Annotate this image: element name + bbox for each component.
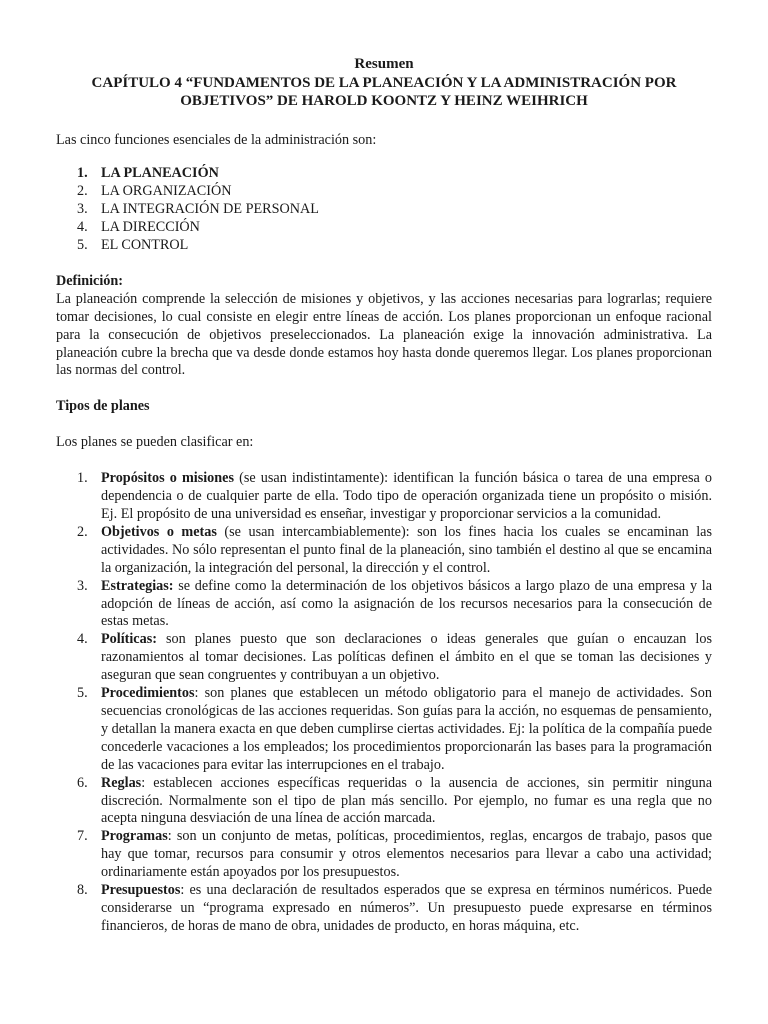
function-number: 4. <box>77 219 88 236</box>
definition-paragraph: La planeación comprende la selección de misiones y objetivos, y las acciones necesarias para lograrlas; requiere tomar decisiones, lo cual consiste en elegir entre líneas de acción. Los planes proporcionan un enfoque racional para la consecución de objetivos preseleccionados. La planeación exige la innovación administrativa. La planeación cubre la brecha que va desde donde estamos hoy hasta donde queremos llegar. Los planes proporcionan las normas del control. <box>56 290 712 379</box>
plan-type-number: 8. <box>77 882 88 899</box>
function-item <box>56 219 712 237</box>
plan-types-heading: Tipos de planes <box>56 398 150 415</box>
plan-types-list <box>56 470 712 936</box>
plan-type-number: 2. <box>77 523 88 540</box>
function-number: 3. <box>77 201 88 218</box>
plan-type-item <box>56 882 712 936</box>
intro-paragraph: Las cinco funciones esenciales de la administración son: <box>56 131 377 148</box>
plan-type-term: Presupuestos <box>101 882 181 899</box>
plan-types-intro: Los planes se pueden clasificar en: <box>56 434 254 451</box>
function-item <box>56 201 712 219</box>
plan-type-term: Propósitos o misiones <box>101 470 234 487</box>
chapter-title-line-1: CAPÍTULO 4 “FUNDAMENTOS DE LA PLANEACIÓN Y LA ADMINISTRACIÓN POR <box>91 74 677 91</box>
plan-type-term: Reglas <box>101 774 142 791</box>
plan-type-number: 7. <box>77 828 88 845</box>
plan-type-number: 5. <box>77 685 88 702</box>
plan-type-item <box>56 828 712 882</box>
plan-type-description: (se usan indistintamente): identifican la función básica o tarea de una empresa o dependencia o de cualquier parte de ella. Todo tipo de operación organizada tiene un propósito o misión. Ej. El propósito de una universidad es enseñar, investigar y proporcionar servicios a la comunidad. <box>101 470 712 522</box>
plan-type-description: (se usan intercambiablemente): son los fines hacia los cuales se encaminan las actividades. No sólo representan el punto final de la planeación, sino también el destino al que se encamina la organización, la integración del personal, la dirección y el control. <box>101 523 713 576</box>
plan-type-description: : son planes que establecen un método obligatorio para el manejo de actividades. Son secuencias cronológicas de las acciones requeridas. Son guías para la acción, no esquemas de pensamiento, y detallan la manera exacta en que deben cumplirse ciertas actividades. Ej: la política de la compañía puede concederle vacaciones a los empleados; los procedimientos proporcionarán las bases para la programación de las vacaciones para evitar las interrupciones en el trabajo. <box>101 685 712 773</box>
resumen-label: Resumen <box>354 56 414 72</box>
function-label: LA DIRECCIÓN <box>101 219 200 236</box>
plan-type-term: Procedimientos <box>101 685 195 702</box>
plan-type-description: son planes puesto que son declaraciones o ideas generales que guían o encauzan los razonamientos al tomar decisiones. Las políticas definen el ámbito en el que se toman las decisiones y aseguran que sean congruentes y contribuyan a un objetivo. <box>101 631 712 684</box>
functions-list <box>56 165 712 255</box>
plan-type-item <box>56 524 712 578</box>
plan-type-description: se define como la determinación de los objetivos básicos a largo plazo de una empresa y la adopción de líneas de acción, así como la asignación de los recursos necesarios para la consecución de estas metas. <box>101 577 712 630</box>
function-number: 5. <box>77 237 88 254</box>
function-item <box>56 237 712 255</box>
function-label: EL CONTROL <box>101 237 189 254</box>
plan-type-number: 1. <box>77 470 88 487</box>
plan-type-term: Programas <box>101 828 168 845</box>
plan-type-item <box>56 631 712 685</box>
plan-type-term: Estrategias: <box>101 577 174 594</box>
plan-type-description: : son un conjunto de metas, políticas, procedimientos, reglas, encargos de trabajo, pasos que hay que tomar, recursos para consumir y otros elementos necesarios para llevar a cabo una actividad; ordinariamente están apoyados por los presupuestos. <box>101 828 712 881</box>
plan-type-item <box>56 775 712 829</box>
function-item <box>56 183 712 201</box>
plan-type-term: Objetivos o metas <box>101 523 217 540</box>
plan-type-item <box>56 470 712 524</box>
function-number: 1. <box>77 165 88 182</box>
definition-heading: Definición: <box>56 272 123 289</box>
plan-type-item <box>56 685 712 775</box>
plan-type-number: 6. <box>77 774 88 791</box>
plan-type-term: Políticas: <box>101 631 157 648</box>
function-number: 2. <box>77 183 88 200</box>
document-heading <box>56 55 712 111</box>
plan-type-item <box>56 578 712 632</box>
plan-type-description: : establecen acciones específicas requeridas o la ausencia de acciones, sin permitir ninguna discreción. Normalmente son el tipo de plan más sencillo. Por ejemplo, no fumar es una regla que no acepta ninguna desviación de una línea de acción marcada. <box>101 774 712 827</box>
chapter-title-line-2: OBJETIVOS” DE HAROLD KOONTZ Y HEINZ WEIHRICH <box>180 93 588 109</box>
plan-type-description: : es una declaración de resultados esperados que se expresa en términos numéricos. Puede considerarse un “programa expresado en números”. Un presupuesto puede expresarse en términos financieros, de horas de mano de obra, unidades de producto, en horas máquina, etc. <box>101 882 712 934</box>
function-label: LA ORGANIZACIÓN <box>101 183 232 200</box>
function-item <box>56 165 712 183</box>
plan-type-number: 4. <box>77 631 88 648</box>
plan-type-number: 3. <box>77 577 88 594</box>
function-label: LA PLANEACIÓN <box>101 165 219 182</box>
function-label: LA INTEGRACIÓN DE PERSONAL <box>101 201 319 218</box>
